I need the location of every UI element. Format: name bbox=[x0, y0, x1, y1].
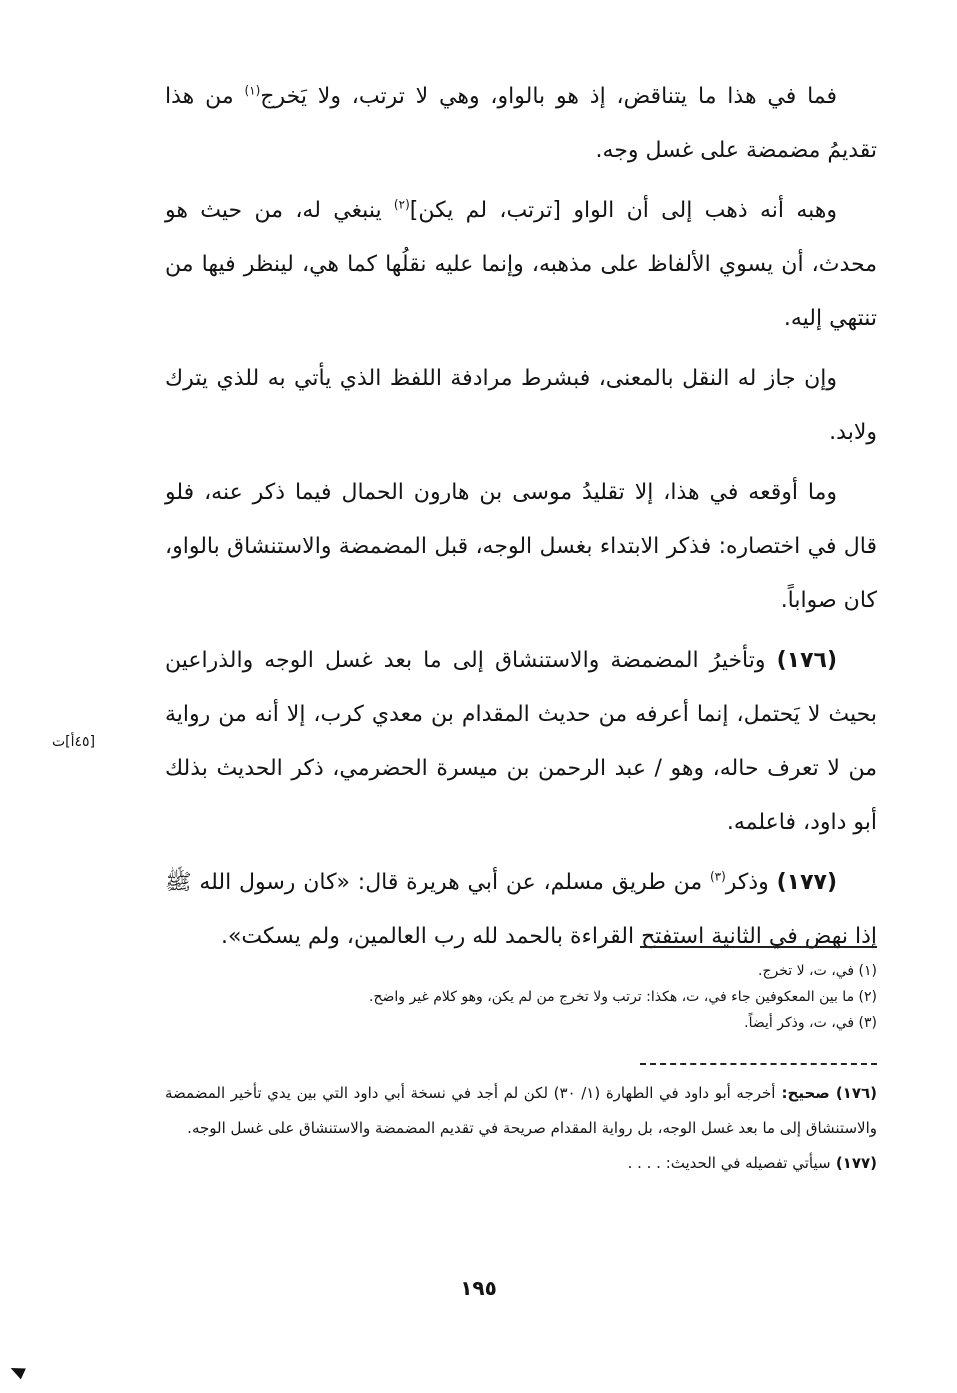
takhrij-notes bbox=[165, 1076, 877, 1181]
manuscript-margin-note: [٤٥أ]ت bbox=[52, 734, 96, 750]
footnote-1: (١) في، ت، لا تخرج. bbox=[758, 963, 877, 979]
main-text bbox=[165, 70, 877, 970]
paragraph-2: وهبه أنه ذهب إلى أن الواو [ترتب، لم يكن]$^{(٢)}$ ينبغي له، من حيث هو محدث، أن يسوي الألفاظ على مذهبه، وإنما عليه نقلُها كما هي، لينظر فيها من تنتهي إليه. bbox=[165, 197, 877, 331]
footnote-ref-3[interactable]: (٣) bbox=[709, 869, 726, 884]
hadith-number-176: (١٧٦) bbox=[776, 648, 837, 673]
scan-corner-mark bbox=[8, 1363, 26, 1380]
takhrij-separator bbox=[640, 1063, 877, 1065]
footnote-ref-2[interactable]: (٢) bbox=[393, 197, 410, 212]
footnotes bbox=[165, 958, 877, 1036]
page-number: ١٩٥ bbox=[460, 1276, 497, 1300]
paragraph-3: وإن جاز له النقل بالمعنى، فبشرط مرادفة اللفظ الذي يأتي به للذي يترك ولابد. bbox=[165, 366, 877, 445]
footnote-2: (٢) ما بين المعكوفين جاء في، ت، هكذا: ترتب ولا تخرج من لم يكن، وهو كلام غير واضح. bbox=[369, 989, 877, 1005]
paragraph-1: فما في هذا ما يتناقض، إذ هو بالواو، وهي لا ترتب، ولا يَخرج$^{(١)}$ من هذا تقديمُ مضمضة على غسل وجه. bbox=[165, 83, 877, 163]
paragraph-4: وما أوقعه في هذا، إلا تقليدُ موسى بن هارون الحمال فيما ذكر عنه، فلو قال في اختصاره: فذكر الابتداء بغسل الوجه، قبل المضمضة والاستنشاق بالواو، كان صواباً. bbox=[165, 480, 877, 613]
takhrij-176: (١٧٦) صحيح: أخرجه أبو داود في الطهارة (١/ ٣٠) لكن لم أجد في نسخة أبي داود التي بين يدي تأخير المضمضة والاستنشاق إلى ما بعد غسل الوجه، بل رواية المقدام صريحة في تقديم المضمضة والاستنشاق على غسل الوجه. bbox=[165, 1084, 877, 1137]
paragraph-176: (١٧٦) وتأخيرُ المضمضة والاستنشاق إلى ما بعد غسل الوجه والذراعين بحيث لا يَحتمل، إنما أعرفه من حديث المقدام بن معدي كرب، إلا أنه من رواية من لا تعرف حاله، وهو / عبد الرحمن بن ميسرة الحضرمي، ذكر الحديث بذلك أبو داود، فاعلمه. bbox=[165, 648, 877, 835]
footnote-ref-1[interactable]: (١) bbox=[244, 83, 261, 98]
paragraph-177: (١٧٧) وذكر$^{(٣)}$ من طريق مسلم، عن أبي هريرة قال: «كان رسول الله ﷺ إذا نهض في الثانية استفتح القراءة بالحمد لله رب العالمين، ولم يسكت». bbox=[165, 869, 877, 949]
takhrij-177: (١٧٧) سيأتي تفصيله في الحديث: . . . . bbox=[627, 1154, 877, 1172]
footnote-3: (٣) في، ت، وذكر أيضاً. bbox=[744, 1015, 877, 1031]
footnote-separator bbox=[640, 946, 877, 948]
hadith-number-177: (١٧٧) bbox=[776, 870, 838, 895]
